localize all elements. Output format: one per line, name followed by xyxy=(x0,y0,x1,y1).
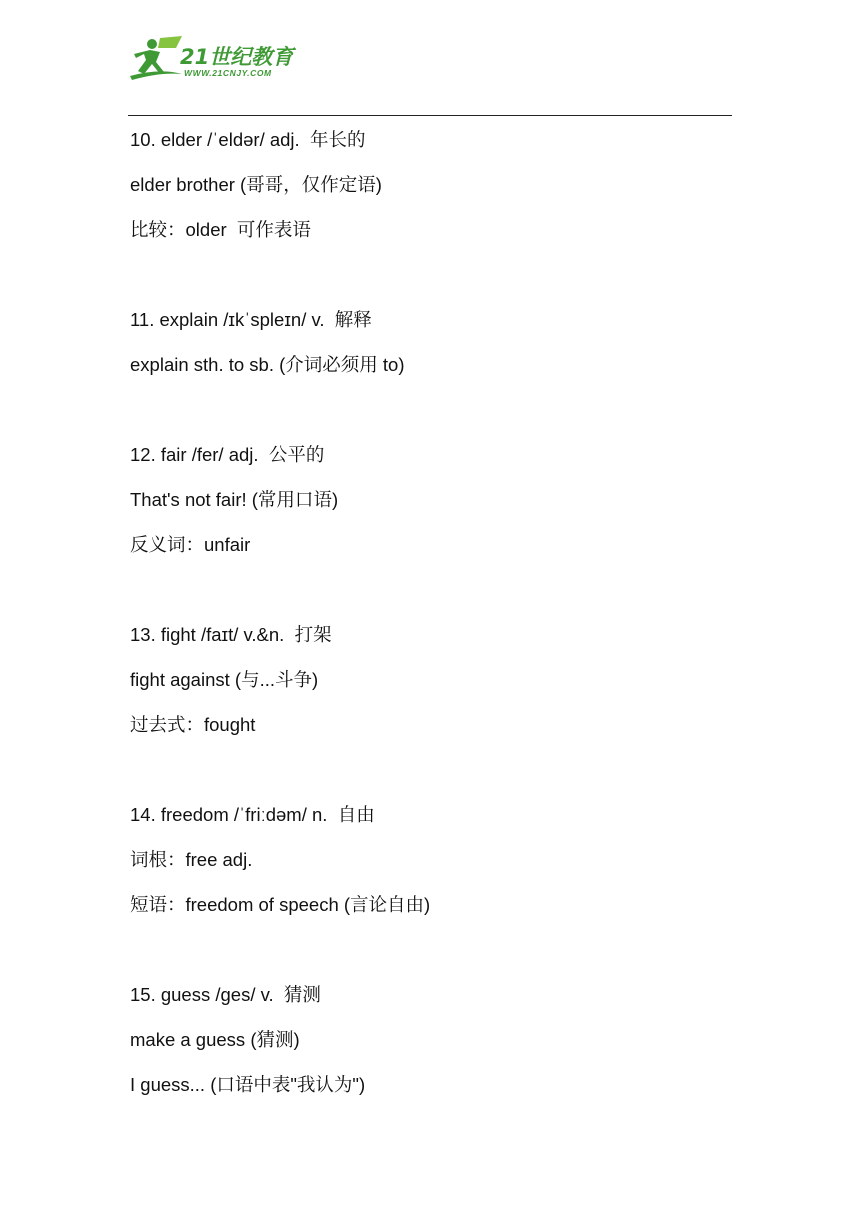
entry-headword: 11. explain /ɪkˈspleɪn/ v. 解释 xyxy=(130,309,372,330)
entry-line: 比较：older 可作表语 xyxy=(130,219,311,240)
entry-line: 短语：freedom of speech (言论自由) xyxy=(130,894,431,915)
entry-line: That's not fair! (常用口语) xyxy=(130,489,339,510)
runner-figure-icon xyxy=(130,36,182,80)
header-divider xyxy=(128,115,732,116)
entry-headword: 13. fight /faɪt/ v.&n. 打架 xyxy=(130,624,332,645)
entry-headword: 15. guess /ges/ v. 猜测 xyxy=(130,984,321,1005)
entry-line: fight against (与...斗争) xyxy=(130,669,319,690)
entry-line: elder brother (哥哥，仅作定语) xyxy=(130,174,382,195)
logo-url-text: WWW.21CNJY.COM xyxy=(184,68,272,78)
entry-line: 反义词：unfair xyxy=(130,534,251,555)
entry-line: make a guess (猜测) xyxy=(130,1029,300,1050)
entry-line: I guess... (口语中表"我认为") xyxy=(130,1074,366,1095)
header-logo xyxy=(130,34,300,82)
logo-brand-text: 21世纪教育 xyxy=(180,45,294,69)
entry-line: explain sth. to sb. (介词必须用 to) xyxy=(130,354,405,375)
entry-line: 过去式：fought xyxy=(130,714,256,735)
entry-headword: 14. freedom /ˈfriːdəm/ n. 自由 xyxy=(130,804,375,825)
entry-line: 词根：free adj. xyxy=(130,849,253,870)
entry-headword: 10. elder /ˈeldər/ adj. 年长的 xyxy=(130,129,366,150)
entry-headword: 12. fair /fer/ adj. 公平的 xyxy=(130,444,325,465)
